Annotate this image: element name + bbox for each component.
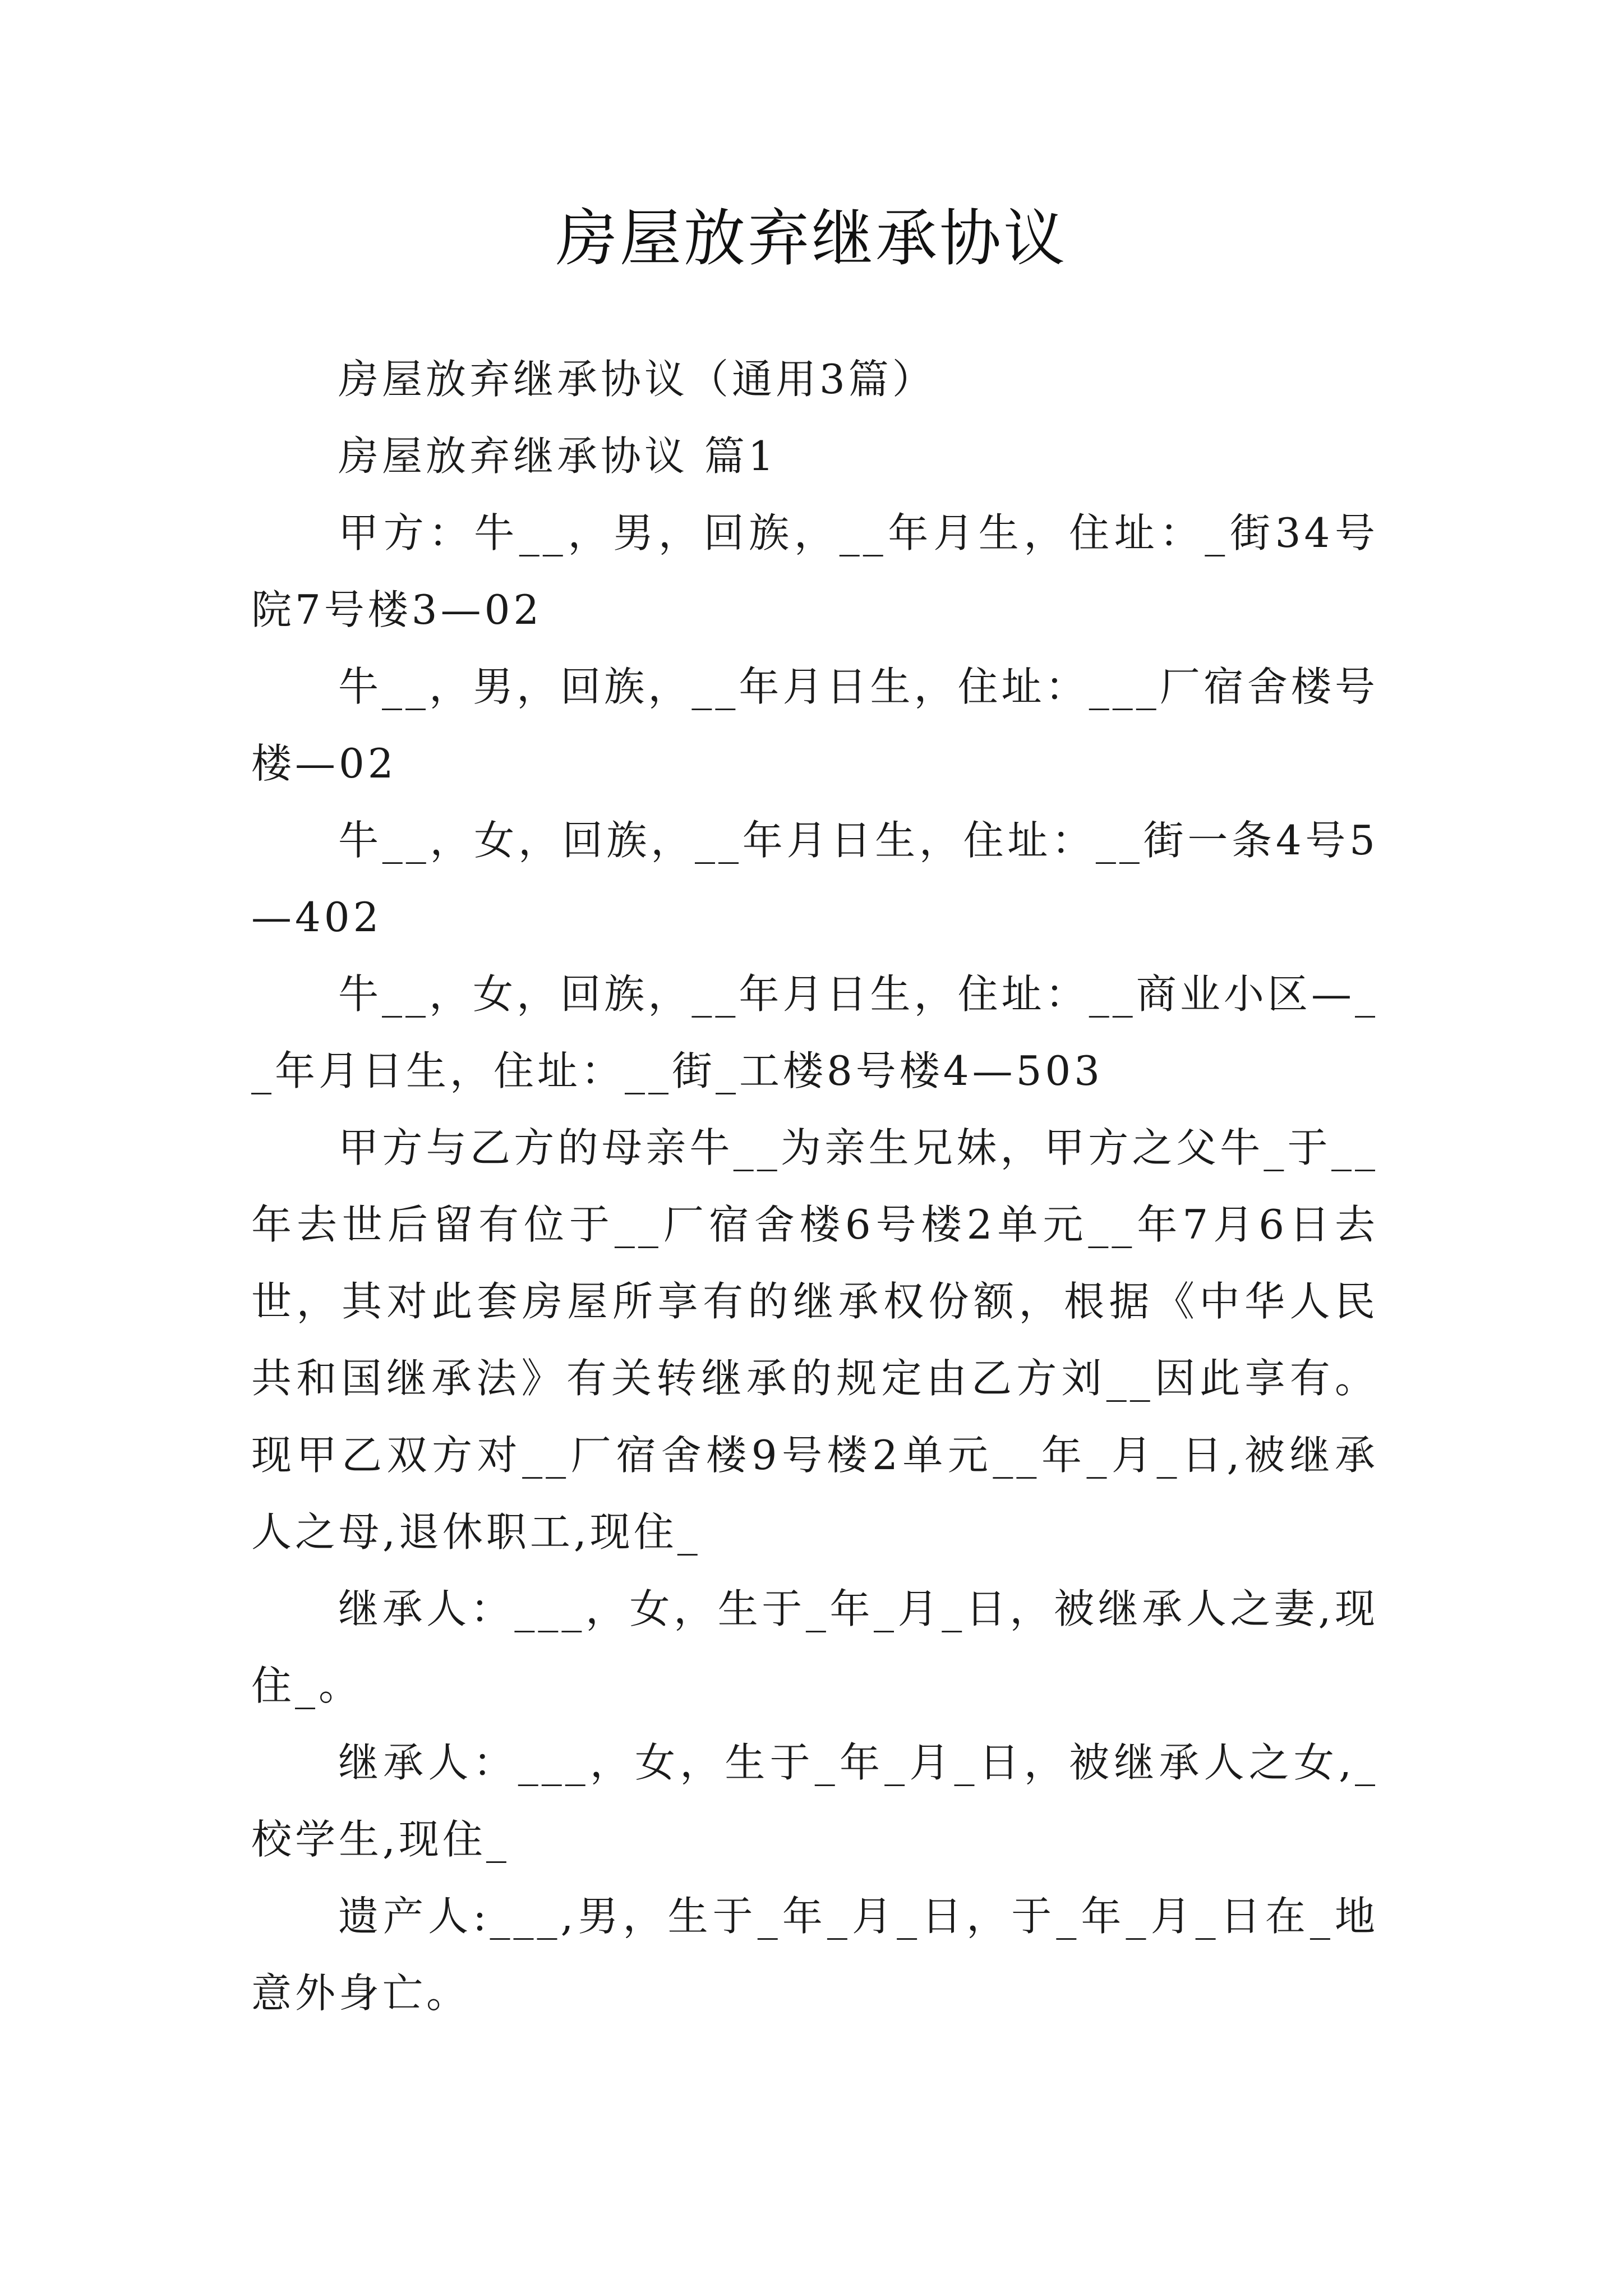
paragraph-agreement-body: 甲方与乙方的母亲牛__为亲生兄妹，甲方之父牛_于__年去世后留有位于__厂宿舍楼6号楼2单元__年7月6日去世，其对此套房屋所享有的继承权份额，根据《中华人民共和国继承法》有关转继承的规定由乙方刘__因此享有。现甲乙双方对__厂宿舍楼9号楼2单元__年_月_日,被继承人之母,退休职工,现住_ — [251, 1124, 1378, 1556]
paragraph-party-3: 牛__，女，回族，__年月日生，住址：__街一条4号5—402 — [251, 817, 1378, 941]
paragraph-party-2: 牛__，男，回族，__年月日生，住址：___厂宿舍楼号楼—02 — [251, 663, 1378, 787]
paragraph-subtitle: 房屋放弃继承协议（通用3篇） — [338, 356, 936, 403]
document-body — [251, 341, 1378, 2032]
paragraph-heir-1: 继承人：___，女，生于_年_月_日，被继承人之妻,现住_。 — [251, 1585, 1378, 1709]
paragraph-section-heading: 房屋放弃继承协议 篇1 — [338, 432, 777, 480]
document-title: 房屋放弃继承协议 — [556, 203, 1067, 274]
paragraph-heir-2: 继承人：___，女，生于_年_月_日，被继承人之女,_校学生,现住_ — [251, 1739, 1378, 1863]
paragraph-party-a: 甲方：牛__，男，回族，__年月生，住址：_街34号院7号楼3—02 — [251, 509, 1378, 633]
paragraph-decedent: 遗产人:___,男，生于_年_月_日，于_年_月_日在_地意外身亡。 — [251, 1893, 1378, 2017]
paragraph-party-4: 牛__，女，回族，__年月日生，住址：__商业小区—__年月日生，住址：__街_工楼8号楼4—503 — [251, 970, 1378, 1094]
